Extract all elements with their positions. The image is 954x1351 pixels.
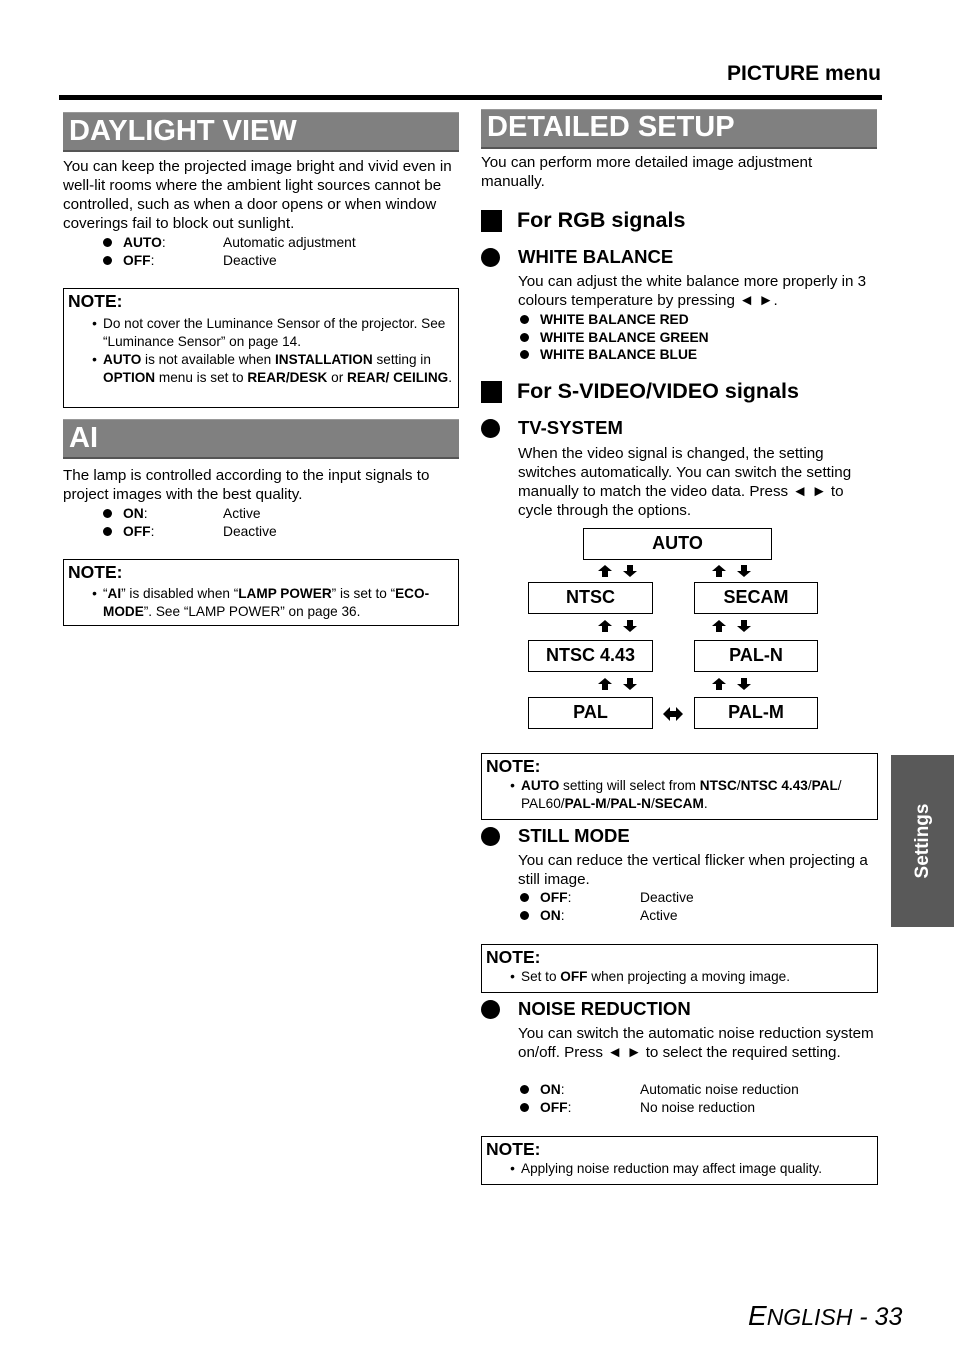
still-option-on: ON: Active: [520, 907, 860, 925]
note-item: • Applying noise reduction may affect image quality.: [510, 1161, 822, 1176]
box-secam: SECAM: [694, 582, 818, 614]
daylight-option-off: OFF: Deactive: [103, 252, 443, 270]
settings-tab-label: Settings: [911, 803, 933, 879]
still-mode-note: [481, 944, 878, 993]
tv-system-title: TV-SYSTEM: [518, 417, 623, 438]
bullet-icon: [103, 527, 112, 536]
noise-options: [520, 1081, 860, 1116]
daylight-view-title: DAYLIGHT VIEW: [69, 115, 297, 147]
note-text: “AI” is disabled when “LAMP POWER” is set to “ECO- MODE”. See “LAMP POWER” on page 36.: [103, 586, 430, 619]
note-title: NOTE:: [486, 756, 541, 776]
bullet-icon: [520, 893, 529, 902]
option-key: AUTO: [123, 235, 162, 250]
noise-option-on: ON: Automatic noise reduction: [520, 1081, 860, 1099]
list-item: WHITE BALANCE GREEN: [520, 329, 709, 347]
white-balance-desc: You can adjust the white balance more properly in 3 colours temperature by pressing ◄ ►.: [518, 273, 867, 309]
up-down-arrows-icon: [597, 678, 639, 690]
item-bullet-icon: [481, 419, 500, 438]
ai-option-off: OFF: Deactive: [103, 523, 443, 541]
section-square-icon: [481, 210, 502, 232]
ai-options: [103, 505, 443, 540]
option-value: Deactive: [223, 252, 277, 268]
option-value: Automatic adjustment: [223, 235, 356, 250]
list-item: WHITE BALANCE RED: [520, 311, 709, 329]
video-heading: [481, 379, 799, 404]
note-item: • Do not cover the Luminance Sensor of the projector. See “Luminance Sensor” on page 14.: [68, 315, 454, 350]
tv-system-heading: [481, 417, 623, 439]
item-bullet-icon: [481, 248, 500, 267]
up-down-arrows-icon: [711, 565, 753, 577]
option-key: OFF: [123, 252, 151, 268]
daylight-options: [103, 234, 443, 269]
daylight-note: [63, 288, 459, 408]
bullet-icon: [103, 256, 112, 265]
list-item: WHITE BALANCE BLUE: [520, 346, 709, 364]
note-text: Applying noise reduction may affect image quality.: [521, 1161, 822, 1176]
bullet-icon: [520, 911, 529, 920]
note-title: NOTE:: [486, 1139, 541, 1159]
note-title: NOTE:: [486, 947, 541, 967]
up-down-arrows-icon: [597, 620, 639, 632]
still-mode-options: [520, 889, 860, 924]
box-ntsc443: NTSC 4.43: [528, 640, 653, 672]
white-balance-items: [520, 311, 709, 364]
note-item: • “AI” is disabled when “LAMP POWER” is set to “ECO- MODE”. See “LAMP POWER” on page 36.: [68, 585, 454, 620]
note-text: Do not cover the Luminance Sensor of the projector. See “Luminance Sensor” on page 14.: [103, 316, 446, 349]
tv-system-desc: When the video signal is changed, the setting switches automatically. You can switch the setting manually to match the video data. Press ◄ ► to cycle through the options.: [518, 445, 852, 519]
option-value: Active: [223, 506, 261, 521]
daylight-option-auto: AUTO: Automatic adjustment: [103, 234, 443, 252]
noise-note: [481, 1136, 878, 1185]
note-item: • Set to OFF when projecting a moving image.: [510, 969, 790, 984]
white-balance-title: WHITE BALANCE: [518, 246, 674, 267]
note-title: NOTE:: [68, 562, 123, 582]
item-bullet-icon: [481, 827, 500, 846]
rgb-heading: [481, 208, 685, 233]
noise-reduction-desc: You can switch the automatic noise reduction system on/off. Press ◄ ► to select the required setting.: [518, 1025, 874, 1061]
box-auto: AUTO: [583, 528, 772, 560]
box-palm: PAL-M: [694, 697, 818, 729]
up-down-arrows-icon: [597, 565, 639, 577]
header-rule: [59, 95, 882, 100]
noise-option-off: OFF: No noise reduction: [520, 1099, 860, 1117]
note-text: AUTO is not available when INSTALLATION setting in OPTION menu is set to REAR/DESK or REAR/ CEILING.: [103, 352, 452, 385]
video-heading-text: For S-VIDEO/VIDEO signals: [517, 379, 799, 403]
rgb-heading-text: For RGB signals: [517, 208, 686, 232]
ai-banner: [63, 419, 459, 459]
page-footer: [748, 1300, 902, 1332]
white-balance-heading: [481, 246, 673, 268]
ai-note: [63, 559, 459, 626]
ai-intro: The lamp is controlled according to the input signals to project images with the best quality.: [63, 467, 430, 503]
still-mode-title: STILL MODE: [518, 825, 630, 846]
item-bullet-icon: [481, 1000, 500, 1019]
detailed-setup-title: DETAILED SETUP: [487, 111, 735, 143]
daylight-intro: You can keep the projected image bright and vivid even in well-lit rooms where the ambient light sources cannot be controlled, such as when a door opens or when window coverings fail to block out sunlight.: [63, 158, 452, 232]
bullet-icon: [520, 350, 529, 359]
left-right-arrow-icon: [663, 705, 683, 723]
still-option-off: OFF: Deactive: [520, 889, 860, 907]
detailed-setup-banner: [481, 109, 877, 149]
noise-reduction-title: NOISE REDUCTION: [518, 998, 691, 1019]
bullet-icon: [520, 333, 529, 342]
box-ntsc: NTSC: [528, 582, 653, 614]
bullet-icon: [103, 238, 112, 247]
ai-option-on: ON: Active: [103, 505, 443, 523]
page-header: PICTURE menu: [726, 62, 881, 85]
detailed-intro: You can perform more detailed image adjustment manually.: [481, 154, 813, 190]
note-text: AUTO setting will select from NTSC/NTSC 4.43/PAL/ PAL60/PAL-M/PAL-N/SECAM.: [521, 778, 842, 811]
up-down-arrows-icon: [711, 620, 753, 632]
bullet-icon: [520, 315, 529, 324]
option-key: ON: [123, 506, 144, 521]
still-mode-desc: You can reduce the vertical flicker when projecting a still image.: [518, 852, 868, 888]
box-paln: PAL-N: [694, 640, 818, 672]
up-down-arrows-icon: [711, 678, 753, 690]
bullet-icon: [520, 1103, 529, 1112]
noise-reduction-heading: [481, 998, 691, 1020]
note-title: NOTE:: [68, 291, 123, 311]
ai-title: AI: [69, 422, 98, 454]
still-mode-heading: [481, 825, 630, 847]
footer-smallcaps: NGLISH: [766, 1304, 853, 1330]
daylight-view-banner: [63, 112, 459, 152]
settings-side-tab: [891, 755, 954, 927]
section-square-icon: [481, 381, 502, 403]
tv-system-note: [481, 753, 878, 820]
option-value: Deactive: [223, 523, 277, 539]
note-item: • AUTO setting will select from NTSC/NTSC 4.43/PAL/ PAL60/PAL-M/PAL-N/SECAM.: [486, 777, 873, 812]
note-text: Set to OFF when projecting a moving image.: [521, 969, 790, 984]
footer-cap: E: [748, 1300, 767, 1331]
page-number: - 33: [852, 1303, 903, 1331]
bullet-icon: [103, 509, 112, 518]
note-item: • AUTO is not available when INSTALLATION setting in OPTION menu is set to REAR/DESK or REAR/ CEILING.: [92, 352, 452, 385]
box-pal: PAL: [528, 697, 653, 729]
option-key: OFF: [123, 523, 151, 539]
bullet-icon: [520, 1085, 529, 1094]
